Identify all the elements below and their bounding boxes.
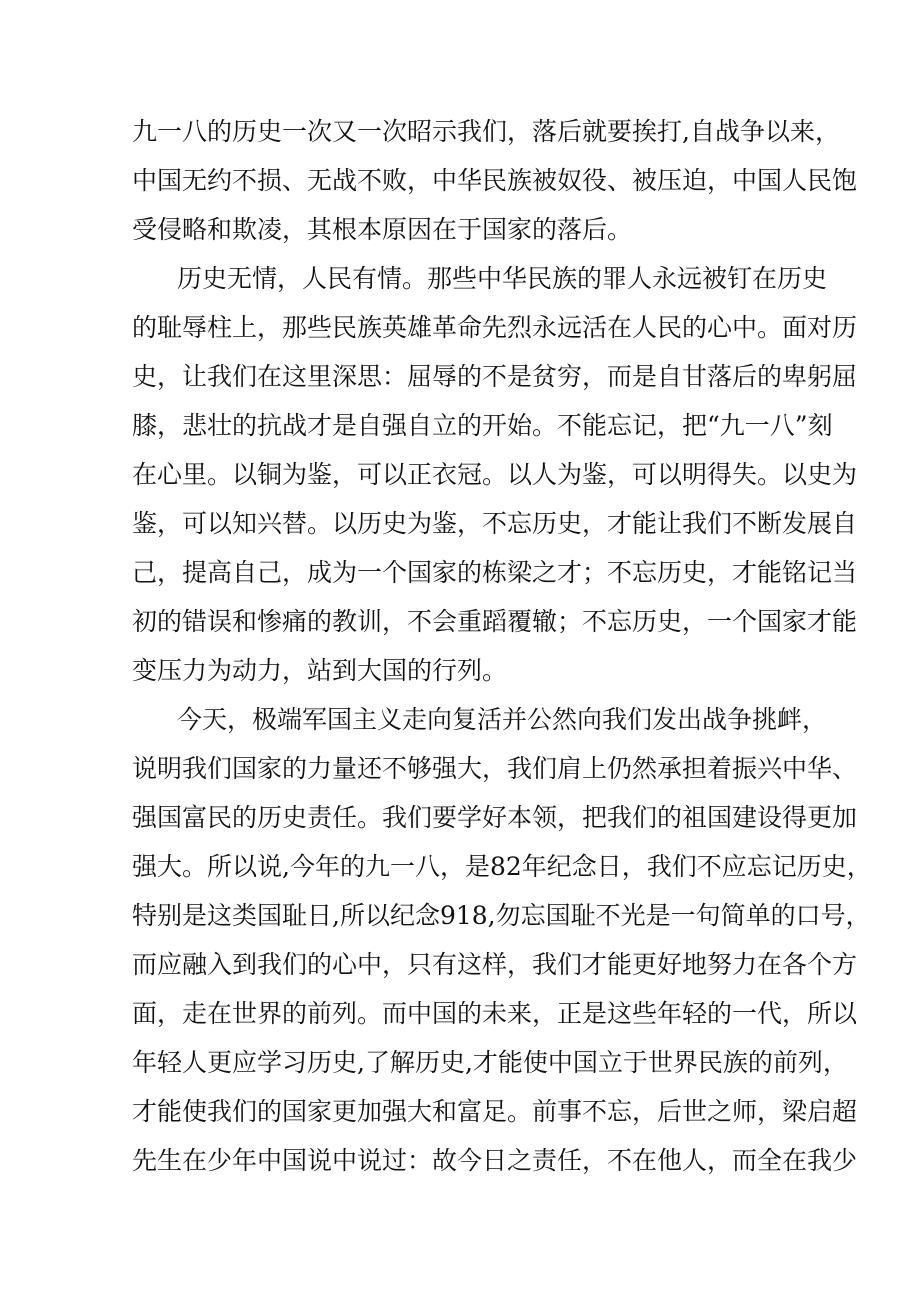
text-line: 受侵略和欺凌，其根本原因在于国家的落后。 [132, 215, 633, 244]
text-line: 而应融入到我们的心中，只有这样，我们才能更好地努力在各个方 [132, 950, 858, 979]
text-line: 今天，极端军国主义走向复活并公然向我们发出战争挑衅， [177, 705, 828, 734]
text-line: 膝，悲壮的抗战才是自强自立的开始。不能忘记，把“九一八”刻 [132, 411, 833, 440]
text-line: 史，让我们在这里深思：屈辱的不是贫穷，而是自甘落后的卑躬屈 [132, 362, 858, 391]
text-line: 强大。所以说,今年的九一八，是82年纪念日，我们不应忘记历史， [132, 852, 872, 881]
paragraph-2 [132, 254, 858, 695]
text-line: 初的错误和惨痛的教训，不会重蹈覆辙；不忘历史，一个国家才能 [132, 607, 858, 636]
text-line: 己，提高自己，成为一个国家的栋梁之才；不忘历史，才能铭记当 [132, 558, 858, 587]
text-line: 九一八的历史一次又一次昭示我们，落后就要挨打,自战争以来， [132, 117, 840, 146]
document-body [132, 107, 872, 1185]
text-line: 强国富民的历史责任。我们要学好本领，把我们的祖国建设得更加 [132, 803, 858, 832]
text-line: 特别是这类国耻日,所以纪念918,勿忘国耻不光是一句简单的口号， [132, 901, 871, 930]
paragraph-1 [132, 107, 858, 254]
text-line: 鉴，可以知兴替。以历史为鉴，不忘历史，才能让我们不断发展自 [132, 509, 858, 538]
text-line: 说明我们国家的力量还不够强大，我们肩上仍然承担着振兴中华、 [132, 754, 858, 783]
text-line: 历史无情，人民有情。那些中华民族的罪人永远被钉在历史 [177, 264, 828, 293]
paragraph-3 [132, 695, 872, 1185]
text-line: 变压力为动力，站到大国的行列。 [132, 656, 508, 685]
text-line: 才能使我们的国家更加强大和富足。前事不忘，后世之师，梁启超 [132, 1097, 858, 1126]
text-line: 在心里。以铜为鉴，可以正衣冠。以人为鉴，可以明得失。以史为 [132, 460, 858, 489]
text-line: 先生在少年中国说中说过：故今日之责任，不在他人，而全在我少 [132, 1146, 858, 1175]
text-line: 中国无约不损、无战不败，中华民族被奴役、被压迫，中国人民饱 [132, 166, 858, 195]
text-line: 年轻人更应学习历史,了解历史,才能使中国立于世界民族的前列， [132, 1048, 848, 1077]
text-line: 的耻辱柱上，那些民族英雄革命先烈永远活在人民的心中。面对历 [132, 313, 858, 342]
text-line: 面，走在世界的前列。而中国的未来，正是这些年轻的一代，所以 [132, 999, 858, 1028]
